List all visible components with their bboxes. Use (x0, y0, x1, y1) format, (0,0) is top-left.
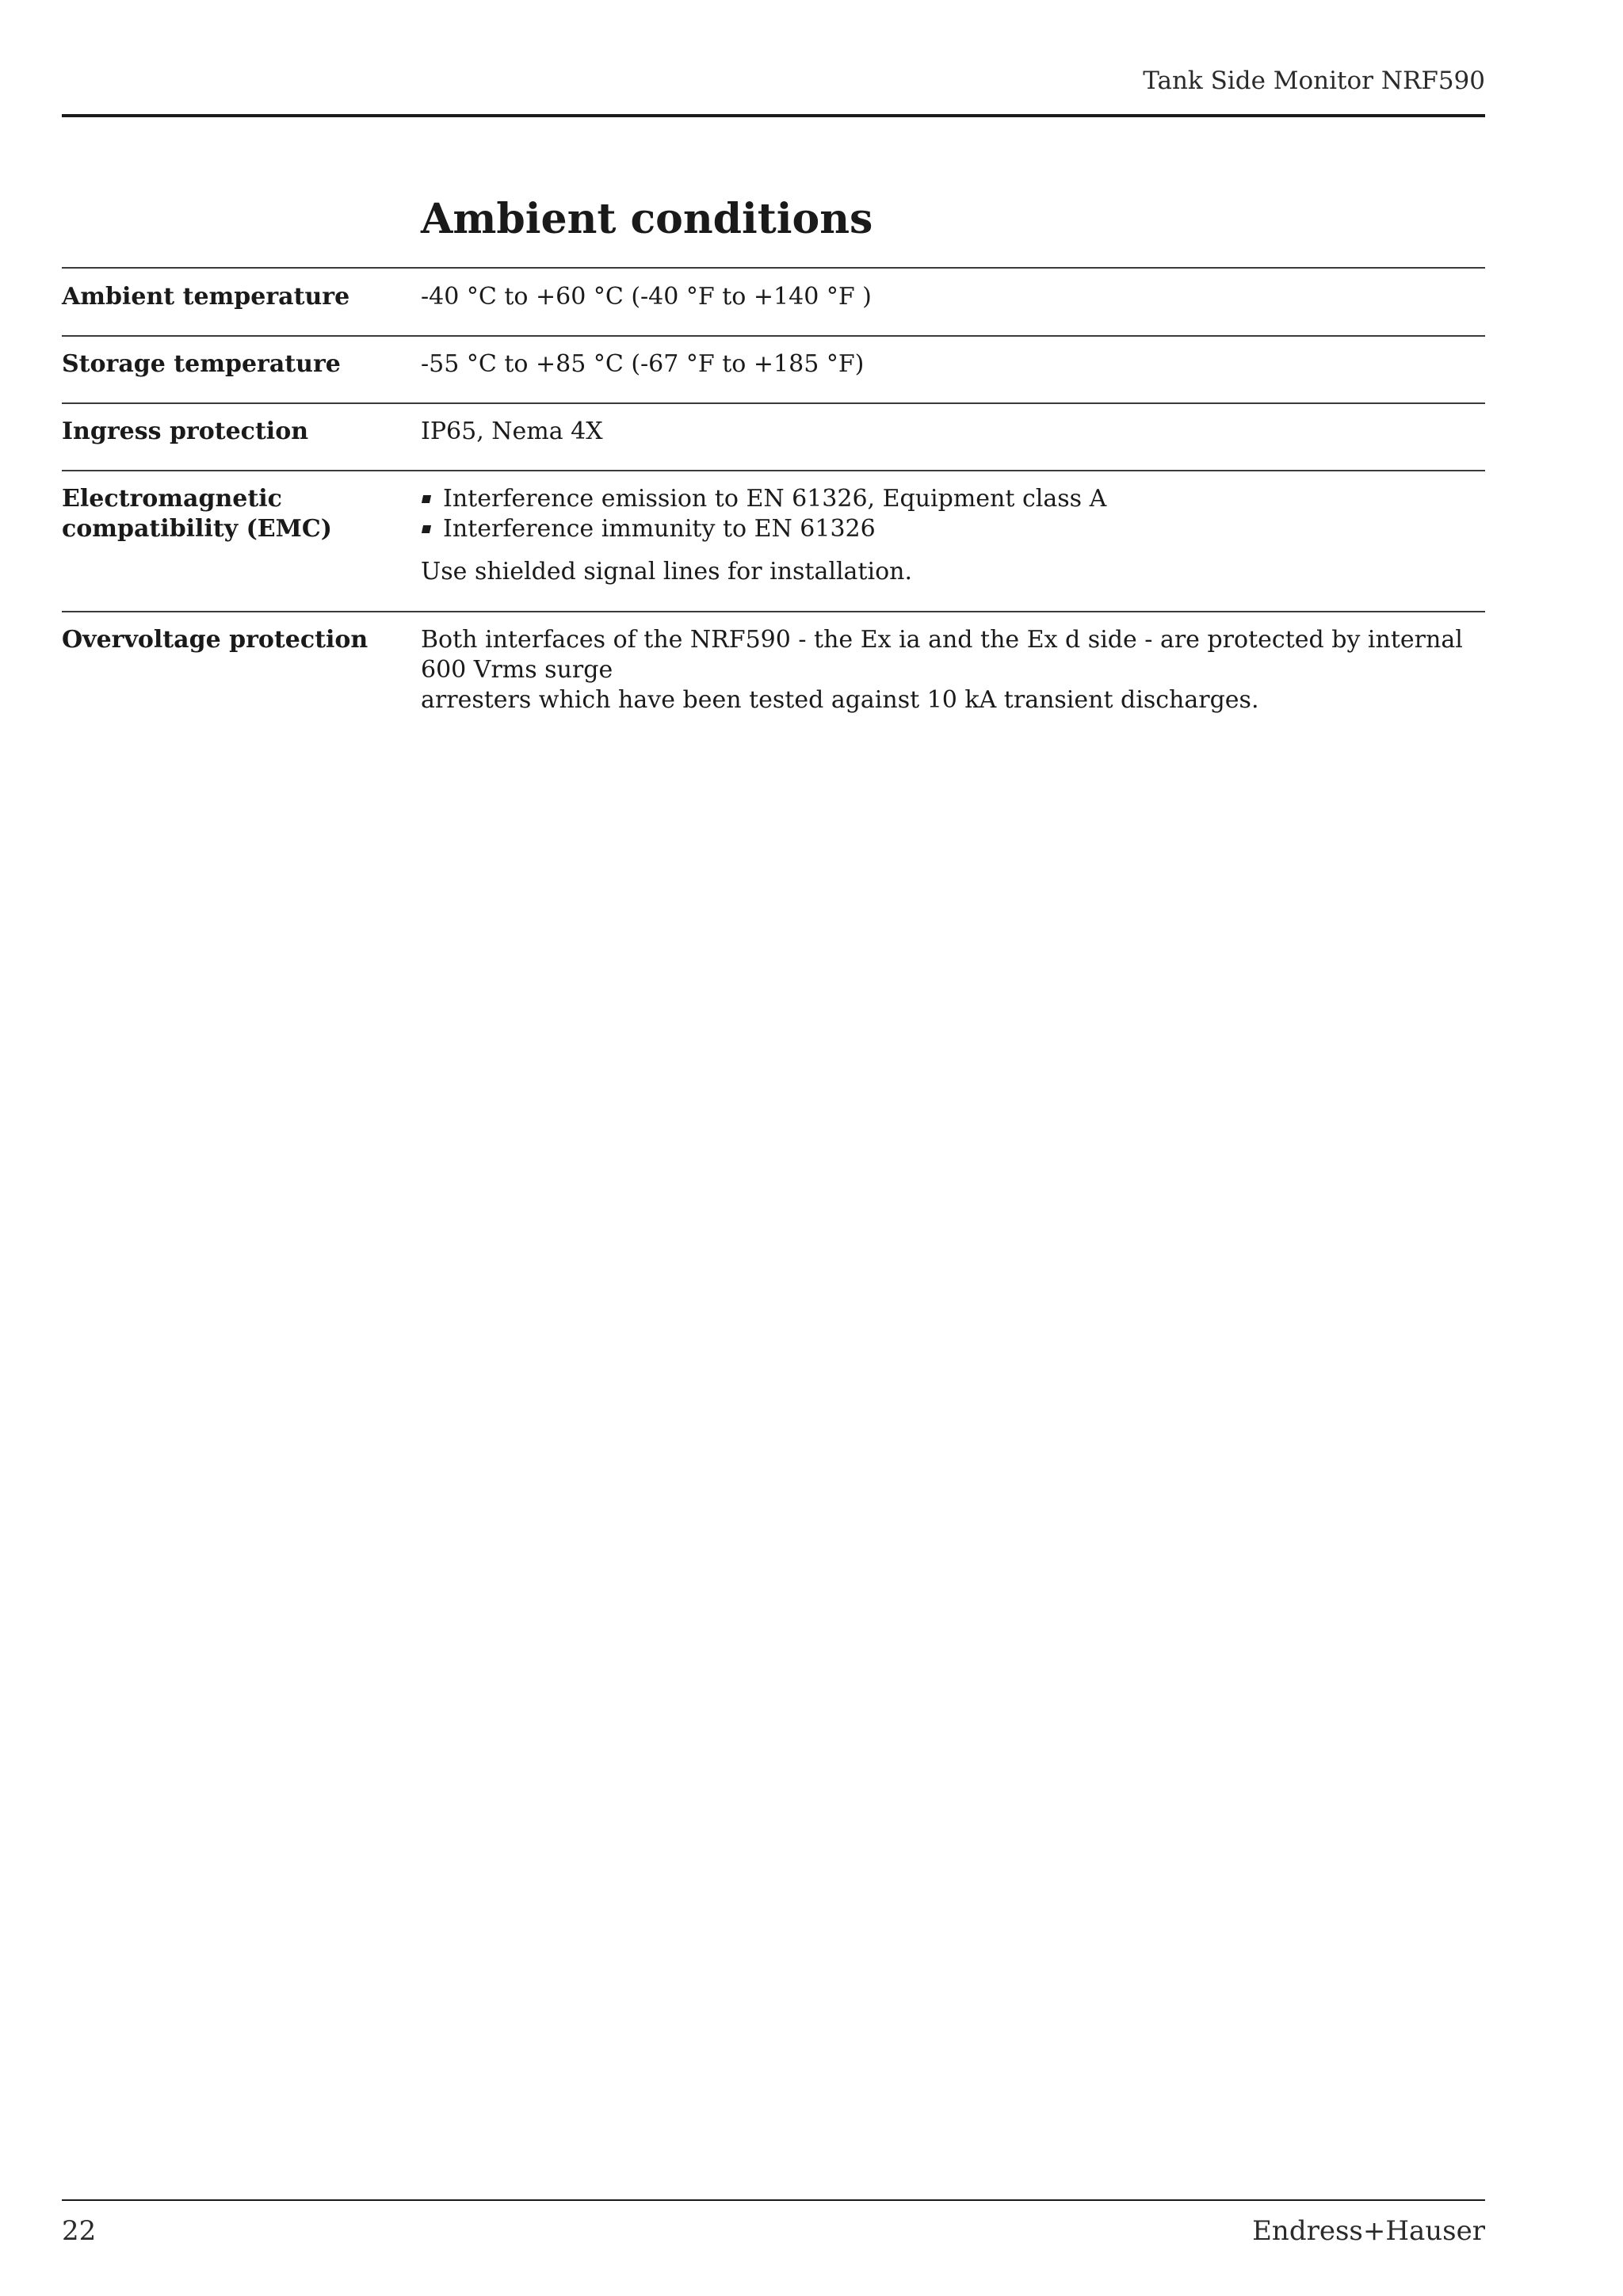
emc-label-line-2: compatibility (EMC) (62, 515, 332, 543)
document-title: Tank Side Monitor NRF590 (1143, 67, 1485, 95)
footer-divider (62, 2199, 1485, 2201)
ingress-protection-label: Ingress protection (62, 418, 309, 445)
storage-temperature-value: -55 °C to +85 °C (-67 °F to +185 °F) (421, 350, 865, 378)
emc-bullet-list (421, 484, 1485, 544)
ambient-temperature-label: Ambient temperature (62, 283, 350, 311)
emc-value (421, 484, 1485, 587)
table-divider (62, 402, 1485, 404)
table-divider (62, 267, 1485, 269)
ambient-temperature-value: -40 °C to +60 °C (-40 °F to +140 °F ) (421, 283, 872, 311)
overvoltage-protection-label: Overvoltage protection (62, 626, 369, 654)
emc-note: Use shielded signal lines for installation. (421, 558, 912, 585)
emc-label-line-1: Electromagnetic (62, 485, 282, 513)
header-divider (62, 114, 1485, 117)
overvoltage-value-line-1: Both interfaces of the NRF590 - the Ex ia and the Ex d side - are protected by internal 600 Vrms surge (421, 626, 1463, 684)
overvoltage-value-line-2: arresters which have been tested against 10 kA transient discharges. (421, 686, 1259, 714)
section-heading: Ambient conditions (421, 195, 873, 243)
page-number: 22 (62, 2215, 97, 2247)
table-divider (62, 470, 1485, 471)
bullet-square-icon (422, 495, 431, 503)
table-divider (62, 335, 1485, 337)
overvoltage-protection-value (421, 625, 1485, 715)
emc-label (62, 484, 395, 544)
list-item (421, 484, 1485, 514)
list-item (421, 514, 1485, 544)
brand-name: Endress+Hauser (1252, 2215, 1485, 2247)
emc-bullet-text: Interference emission to EN 61326, Equipment class A (443, 485, 1107, 513)
storage-temperature-label: Storage temperature (62, 350, 341, 378)
bullet-square-icon (422, 525, 431, 533)
ingress-protection-value: IP65, Nema 4X (421, 418, 603, 445)
table-divider (62, 611, 1485, 612)
emc-bullet-text: Interference immunity to EN 61326 (443, 515, 876, 543)
